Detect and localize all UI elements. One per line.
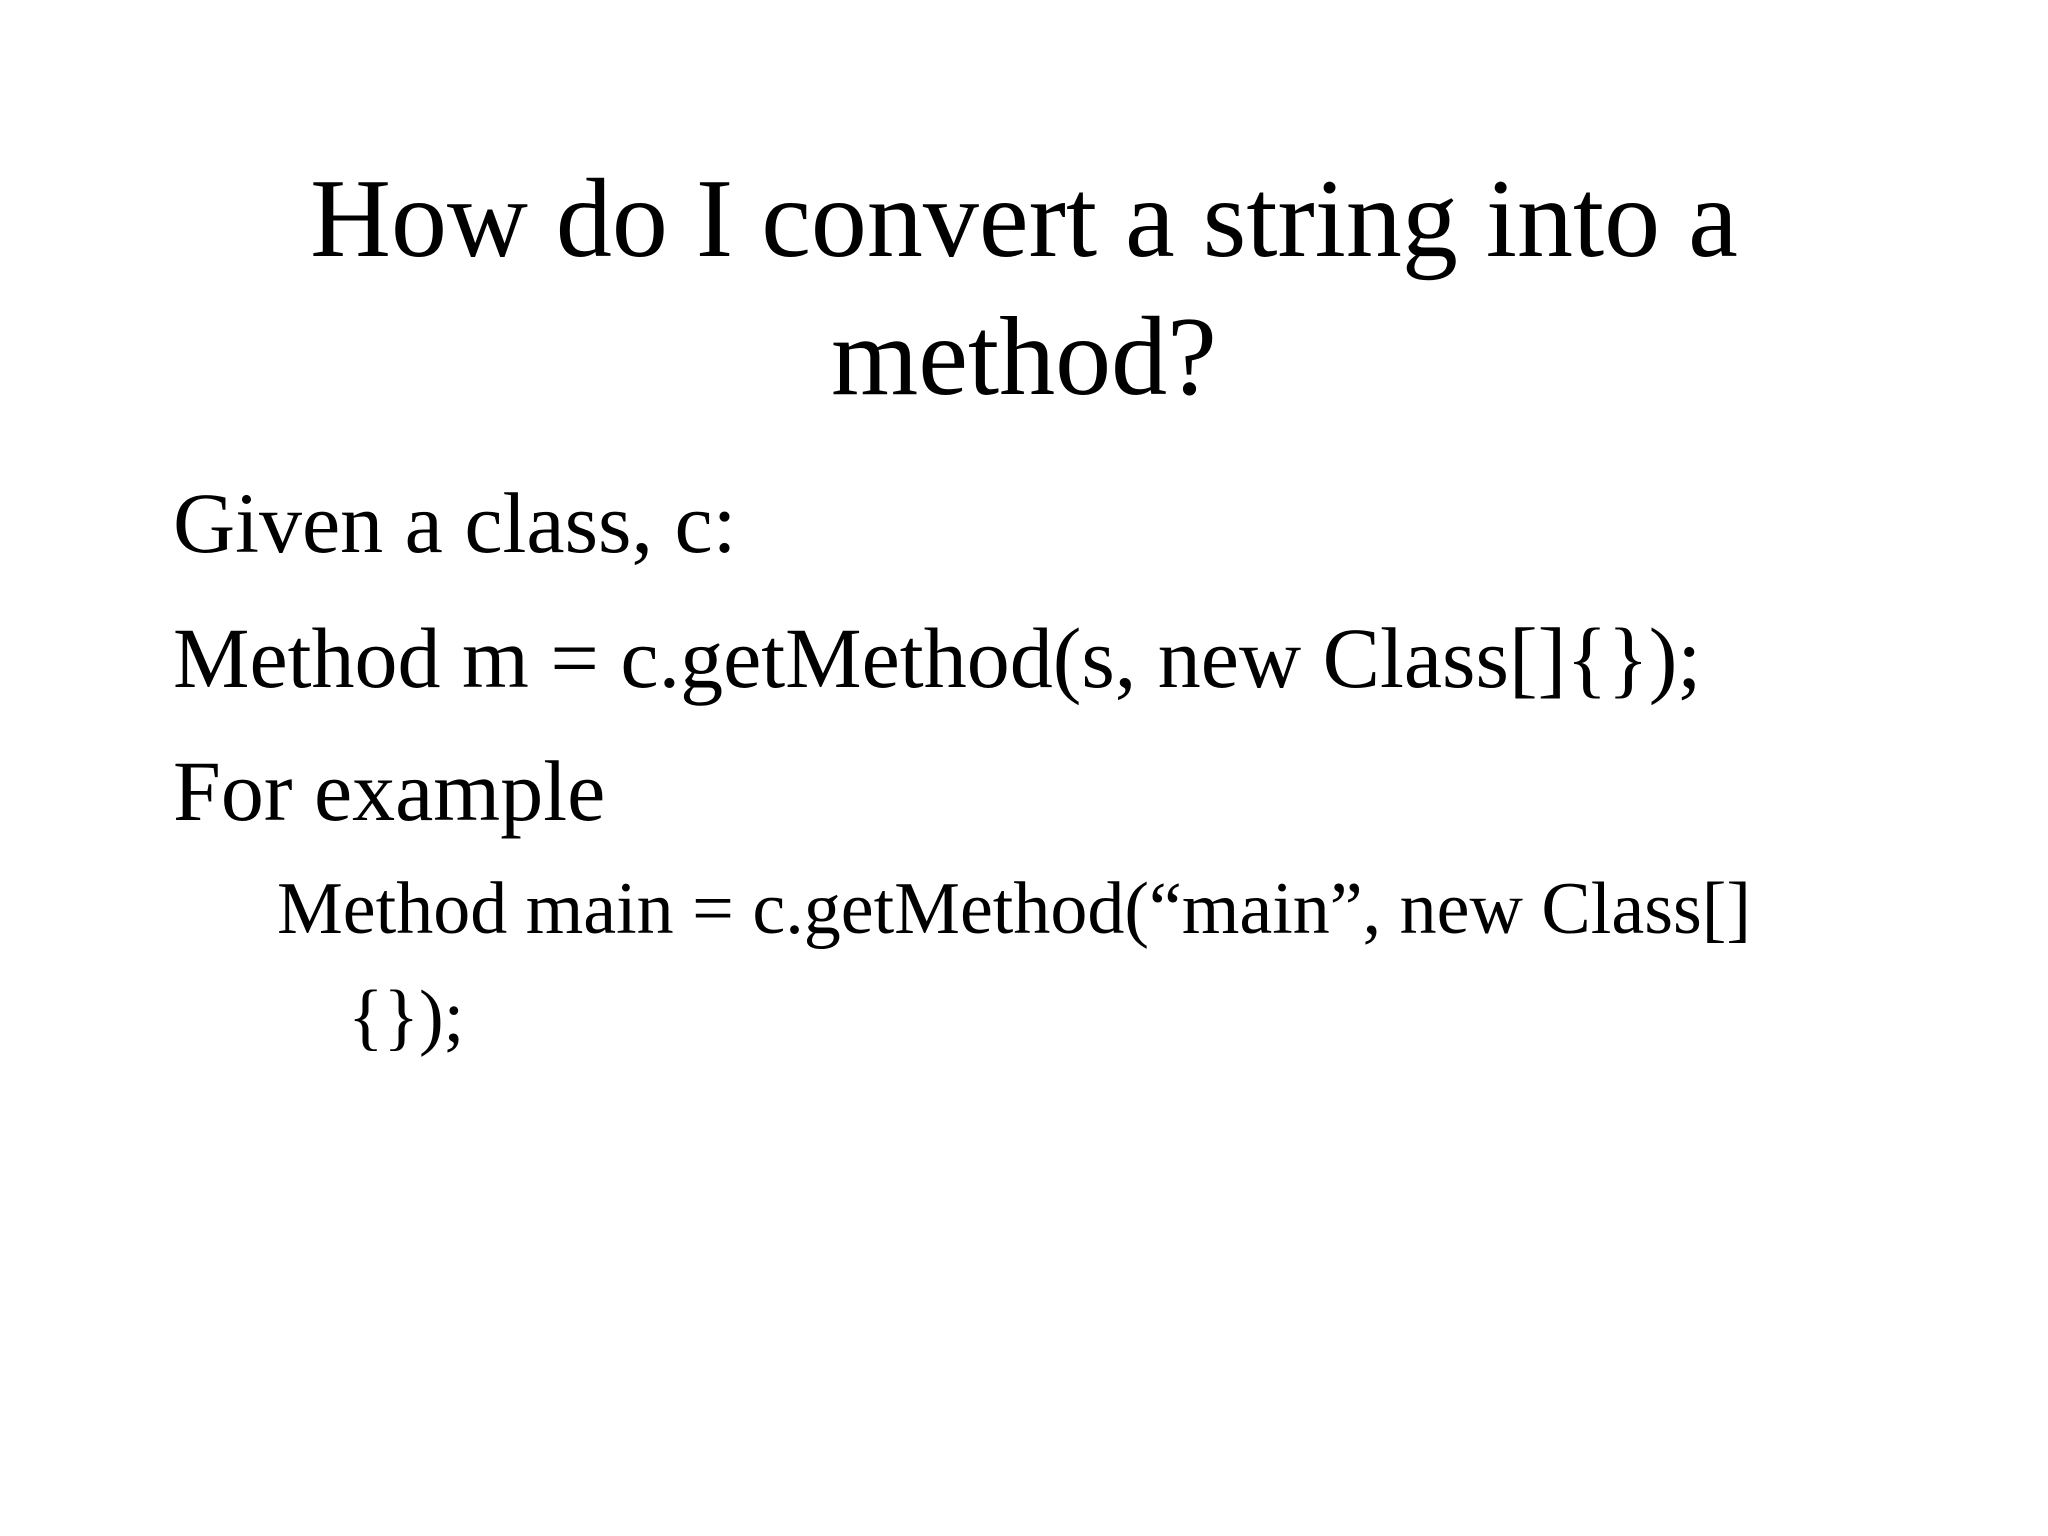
body-line-given-class: Given a class, c: [173,475,737,571]
slide-title [200,150,1848,426]
body-line-method-code: Method m = c.getMethod(s, new Class[]{}); [173,610,1702,706]
title-line-1: How do I convert a string into a [310,157,1738,281]
body-line-for-example: For example [173,743,606,839]
sub-line-example-code: Method main = c.getMethod(“main”, new Class[] [277,868,1752,950]
title-line-2: method? [831,295,1217,419]
sub-line-example-code-continued: {}); [348,976,465,1058]
